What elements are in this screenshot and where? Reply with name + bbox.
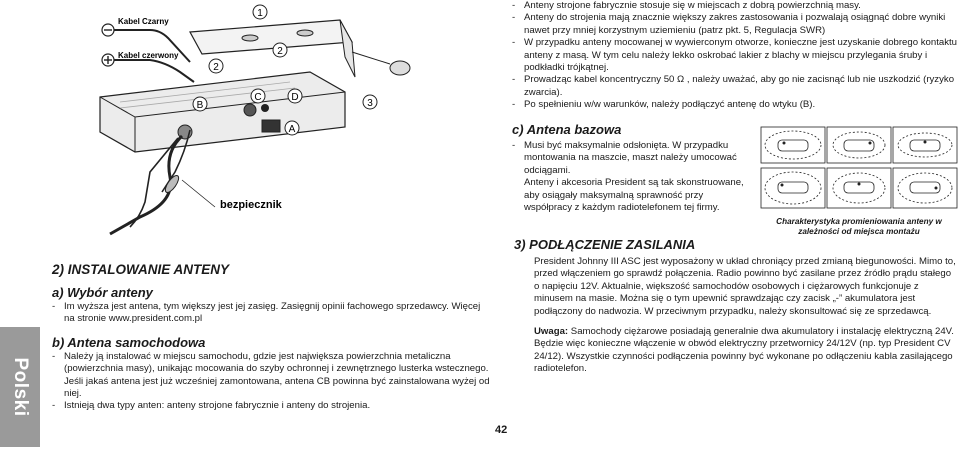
- section2-title: 2) INSTALOWANIE ANTENY: [52, 262, 230, 277]
- svg-text:3: 3: [367, 98, 373, 109]
- svg-text:2: 2: [277, 46, 283, 57]
- svg-text:2: 2: [213, 62, 219, 73]
- svg-text:D: D: [291, 92, 299, 103]
- antenna-note: - Po spełnieniu w/w warunków, należy podłączyć antenę do wtyku (B).: [512, 99, 958, 111]
- wire-black-label: Kabel Czarny: [118, 17, 169, 26]
- svg-text:C: C: [254, 92, 262, 103]
- pattern-cell: [761, 127, 825, 163]
- right-column: [512, 0, 958, 112]
- section-c-item: - Musi być maksymalnie odsłonięta. W przypadku montowania na maszcie, maszt należy umocować odciągami.: [512, 140, 752, 177]
- section2b-item: - Należy ją instalować w miejscu samochodu, gdzie jest największa powierzchnia metaliczna (powierzchnia masy), unikając mocowania do szyby ochronnej i zewnętrznego lusterka wstecznego. Jeśli jakaś antena jest już wcześniej zamontowana, antena CB powinna być zainstalowana wyżej od niej.: [52, 351, 492, 401]
- power-wires-legend: [102, 16, 194, 82]
- pattern-cell: [893, 127, 957, 163]
- section-c-para: Anteny i akcesoria President są tak skonstruowane, aby osiągały maksymalną sprawność przy współpracy z każdym radiotelefonem tej firmy.: [524, 177, 744, 214]
- section2b-title: b) Antena samochodowa: [52, 334, 206, 350]
- language-side-tab: [0, 327, 40, 447]
- power-paragraph: President Johnny III ASC jest wyposażony w układ chroniący przed zmianą biegunowości. Mimo to, przed włączeniem go sprawdź połączenia. Radio powinno być zasilane przez źródło prądu stałego o napięciu 12V. Aktualnie, większość samochodów osobowych i ciężarowych funkcjonuje z minusem na masie. Można się o tym upewnić sprawdzając czy zacisk „-” akumulatora jest podłączony do nadwozia. W przeciwnym przypadku, należy skonsultować się ze sprzedawcą.: [534, 256, 956, 317]
- svg-text:B: B: [196, 100, 204, 111]
- section-base-antenna: [512, 122, 752, 214]
- section-c-title: c) Antena bazowa: [512, 122, 622, 137]
- section2a-title: a) Wybór anteny: [52, 285, 153, 300]
- power-note: [534, 326, 958, 376]
- wire-red-label: Kabel czerwony: [118, 51, 179, 60]
- section-power: [534, 256, 958, 376]
- figure-caption: Charakterystyka promieniowania anteny w zależności od miejsca montażu: [776, 217, 942, 236]
- radio-body: [100, 72, 345, 152]
- bracket-knob: [390, 61, 410, 75]
- language-tab-label: Polski: [10, 357, 31, 417]
- installation-diagram: [90, 2, 420, 240]
- svg-text:A: A: [288, 124, 296, 135]
- section3-title: 3) PODŁĄCZENIE ZASILANIA: [514, 237, 696, 252]
- svg-text:1: 1: [257, 8, 263, 19]
- section-antenna-install: [52, 262, 492, 413]
- fuse-label: bezpiecznik: [220, 199, 282, 211]
- radiation-pattern-figure: [760, 122, 958, 214]
- connector-c: [244, 104, 256, 116]
- pattern-cell: [827, 168, 891, 208]
- antenna-note: - Anteny strojone fabrycznie stosuje się w miejscach z dobrą powierzchnią masy.: [512, 0, 958, 12]
- note-text: Samochody ciężarowe posiadają generalnie dwa akumulatory i instalację elektryczną 24V. Będzie więc konieczne włączenie w obwód elektryczny przetwornicy 24/12V (np. typ President CV 24/12). Wszystkie czynności podłączenia powinny być wykonane po odłączeniu kabla zasilającego radiotelefon.: [534, 326, 954, 375]
- pattern-cell: [893, 168, 957, 208]
- note-label: Uwaga:: [534, 326, 569, 338]
- antenna-note: - W przypadku anteny mocowanej w wywierconym otworze, konieczne jest uzyskanie dobrego kontaktu anteny z masą. W tym celu należy lekko oskrobać lakier z blachy w miejscu przylegania śruby i podkładki trójkątnej.: [512, 37, 958, 74]
- antenna-note: - Prowadząc kabel koncentryczny 50 Ω , należy uważać, aby go nie zacisnąć lub nie uszkodzić (ryzyko zwarcia).: [512, 74, 958, 99]
- section2a-item: - Im wyższa jest antena, tym większy jest jej zasięg. Zasięgnij opinii fachowego sprzedawcy. Więcej na stronie www.president.com.pl: [52, 301, 492, 326]
- page-number: 42: [495, 424, 508, 436]
- pattern-cell: [761, 168, 825, 208]
- connector-a-socket: [262, 120, 280, 132]
- section2b-item: - Istnieją dwa typy anten: anteny strojone fabrycznie i anteny do strojenia.: [52, 400, 492, 412]
- antenna-note: - Anteny do strojenia mają znacznie większy zakres zastosowania i pozwalają osiągnąć dobre wyniki nawet przy mniej korzystnym uziemieniu (patrz pkt. 5, Regulacja SWR): [512, 12, 958, 37]
- mounting-bracket: [190, 20, 352, 54]
